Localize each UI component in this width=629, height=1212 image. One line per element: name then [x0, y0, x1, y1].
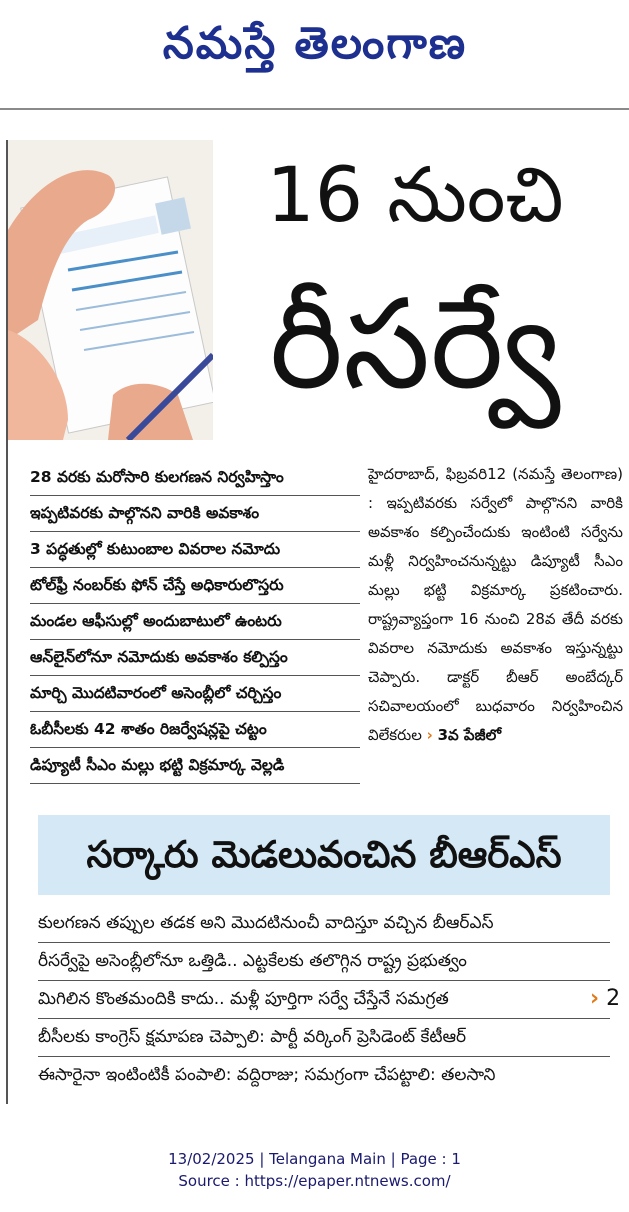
highlight-item: మండల ఆఫీసుల్లో అందుబాటులో ఉంటరు — [30, 604, 360, 640]
story-column — [368, 460, 623, 750]
headline-line-2: రీసర్వే — [269, 273, 561, 417]
story-text: హైదరాబాద్, ఫిబ్రవరి12 (నమస్తే తెలంగాణ) : ఇప్పటివరకు సర్వేలో పాల్గొనని వారికి అవకాశం కల్పించేందుకు ఇంటింటి సర్వేను మళ్లీ నిర్వహించనున్నట్టు డిప్యూటీ సీఎం మల్లు భట్టి విక్రమార్క ప్రకటించారు. రాష్ట్రవ్యాప్తంగా 16 నుంచి 28వ తేదీ వరకు వివరాల నమోదుకు అవకాశం ఇస్తున్నట్టు చెప్పారు. డాక్టర్ బీఆర్ అంబేద్కర్ సచివాలయంలో బుధవారం నిర్వహించిన విలేకరుల — [368, 465, 623, 744]
page-ref-arrow-icon: › — [590, 986, 600, 1011]
highlight-item: 28 వరకు మరోసారి కులగణన నిర్వహిస్తాం — [30, 460, 360, 496]
page-ref-number: 2 — [606, 986, 621, 1011]
related-story-item: మిగిలిన కొంతమందికి కాదు.. మళ్లీ పూర్తిగా సర్వే చేస్తేనే సమగ్రత — [38, 981, 610, 1019]
masthead — [0, 0, 629, 110]
related-stories — [38, 905, 610, 1095]
continued-link[interactable]: 3వ పేజీలో — [437, 726, 501, 744]
newspaper-logo: నమస్తే తెలంగాణ — [162, 18, 468, 69]
continued-arrow-icon: › — [426, 726, 433, 744]
survey-form-illustration — [8, 140, 213, 440]
footer-date-line: 13/02/2025 | Telangana Main | Page : 1 — [168, 1150, 461, 1168]
highlight-item: మార్చి మొదటివారంలో అసెంబ్లీలో చర్చిస్తం — [30, 676, 360, 712]
footer-source-line: Source : https://epaper.ntnews.com/ — [178, 1172, 451, 1190]
highlight-item: ఆన్‌లైన్‌లోనూ నమోదుకు అవకాశం కల్పిస్తం — [30, 640, 360, 676]
highlight-item: 3 పద్ధతుల్లో కుటుంబాల వివరాల నమోదు — [30, 532, 360, 568]
section-banner: సర్కారు మెడలువంచిన బీఆర్‌ఎస్ — [38, 815, 610, 895]
highlight-item: టోల్‌ఫ్రీ నంబర్‌కు ఫోన్ చేస్తే అధికారులొస్తరు — [30, 568, 360, 604]
related-story-item: రీసర్వేపై అసెంబ్లీలోనూ ఒత్తిడి.. ఎట్టకేలకు తలొగ్గిన రాష్ట్ర ప్రభుత్వం — [38, 943, 610, 981]
highlight-item: ఓబీసీలకు 42 శాతం రిజర్వేషన్లపై చట్టం — [30, 712, 360, 748]
footer — [0, 1148, 629, 1192]
related-story-item: ఈసారైనా ఇంటింటికీ పంపాలి: వద్దిరాజు; సమగ్రంగా చేపట్టాలి: తలసాని — [38, 1065, 496, 1085]
highlight-item: డిప్యూటీ సీఎం మల్లు భట్టి విక్రమార్క వెల్లడి — [30, 748, 360, 784]
highlight-item: ఇప్పటివరకు పాల్గొనని వారికి అవకాశం — [30, 496, 360, 532]
story-body — [368, 460, 623, 750]
page-ref[interactable] — [590, 985, 620, 1013]
related-story-item: కులగణన తప్పుల తడక అని మొదటినుంచీ వాదిస్తూ వచ్చిన బీఆర్‌ఎస్ — [38, 905, 610, 943]
survey-form-photo — [8, 140, 213, 440]
masthead-rule — [0, 108, 629, 110]
headline — [205, 140, 625, 440]
highlights-list — [30, 460, 360, 784]
related-story-item: బీసీలకు కాంగ్రెస్ క్షమాపణ చెప్పాలి: పార్టీ వర్కింగ్ ప్రెసిడెంట్ కేటీఆర్ — [38, 1019, 610, 1057]
headline-line-1: 16 నుంచి — [266, 150, 564, 239]
